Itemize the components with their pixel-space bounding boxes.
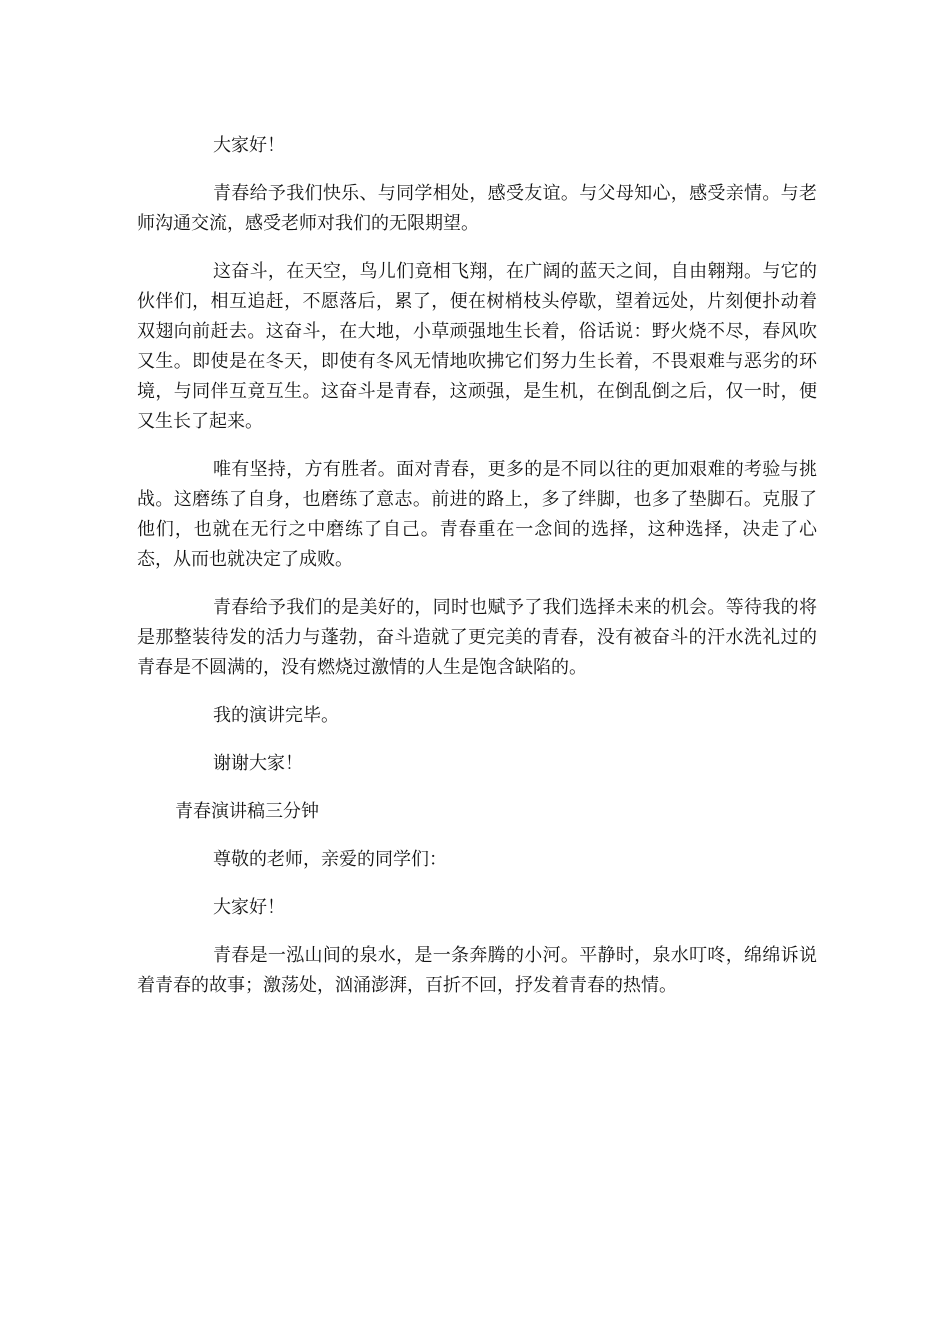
paragraph-struggle: 这奋斗，在天空，鸟儿们竟相飞翔，在广阔的蓝天之间，自由翱翔。与它的伙伴们，相互追赶，不愿落后，累了，便在树梢枝头停歇，望着远处，片刻便扑动着双翅向前赶去。这奋斗，在大地，小草顽强地生长着，俗话说：野火烧不尽，春风吹又生。即使是在冬天，即使有冬风无情地吹拂它们努力生长着，不畏艰难与恶劣的环境，与同伴互竟互生。这奋斗是青春，这顽强，是生机，在倒乱倒之后，仅一时，便又生长了起来。 [137,261,817,432]
paragraph-speech-end: 我的演讲完毕。 [213,705,339,726]
paragraph-thanks: 谢谢大家！ [213,753,303,774]
paragraph-future: 青春给予我们的是美好的，同时也赋予了我们选择未来的机会。等待我的将是那整装待发的活力与蓬勃，奋斗造就了更完美的青春，没有被奋斗的汗水洗礼过的青春是不圆满的，没有燃烧过激情的人生是饱含缺陷的。 [137,597,817,678]
section-title: 青春演讲稿三分钟 [175,801,319,822]
paragraph-youth-joy: 青春给予我们快乐、与同学相处，感受友谊。与父母知心，感受亲情。与老师沟通交流，感受老师对我们的无限期望。 [137,183,817,234]
paragraph-greeting-2: 大家好！ [213,897,285,918]
paragraph-salutation: 尊敬的老师，亲爱的同学们： [213,849,447,870]
document-body [137,131,817,1019]
paragraph-persistence: 唯有坚持，方有胜者。面对青春，更多的是不同以往的更加艰难的考验与挑战。这磨练了自身，也磨练了意志。前进的路上，多了绊脚，也多了垫脚石。克服了他们，也就在无行之中磨练了自己。青春重在一念间的选择，这种选择，决走了心态，从而也就决定了成败。 [137,459,817,570]
paragraph-greeting: 大家好！ [213,135,285,156]
paragraph-spring-water: 青春是一泓山间的泉水，是一条奔腾的小河。平静时，泉水叮咚，绵绵诉说着青春的故事；激荡处，汹涌澎湃，百折不回，抒发着青春的热情。 [137,945,817,996]
